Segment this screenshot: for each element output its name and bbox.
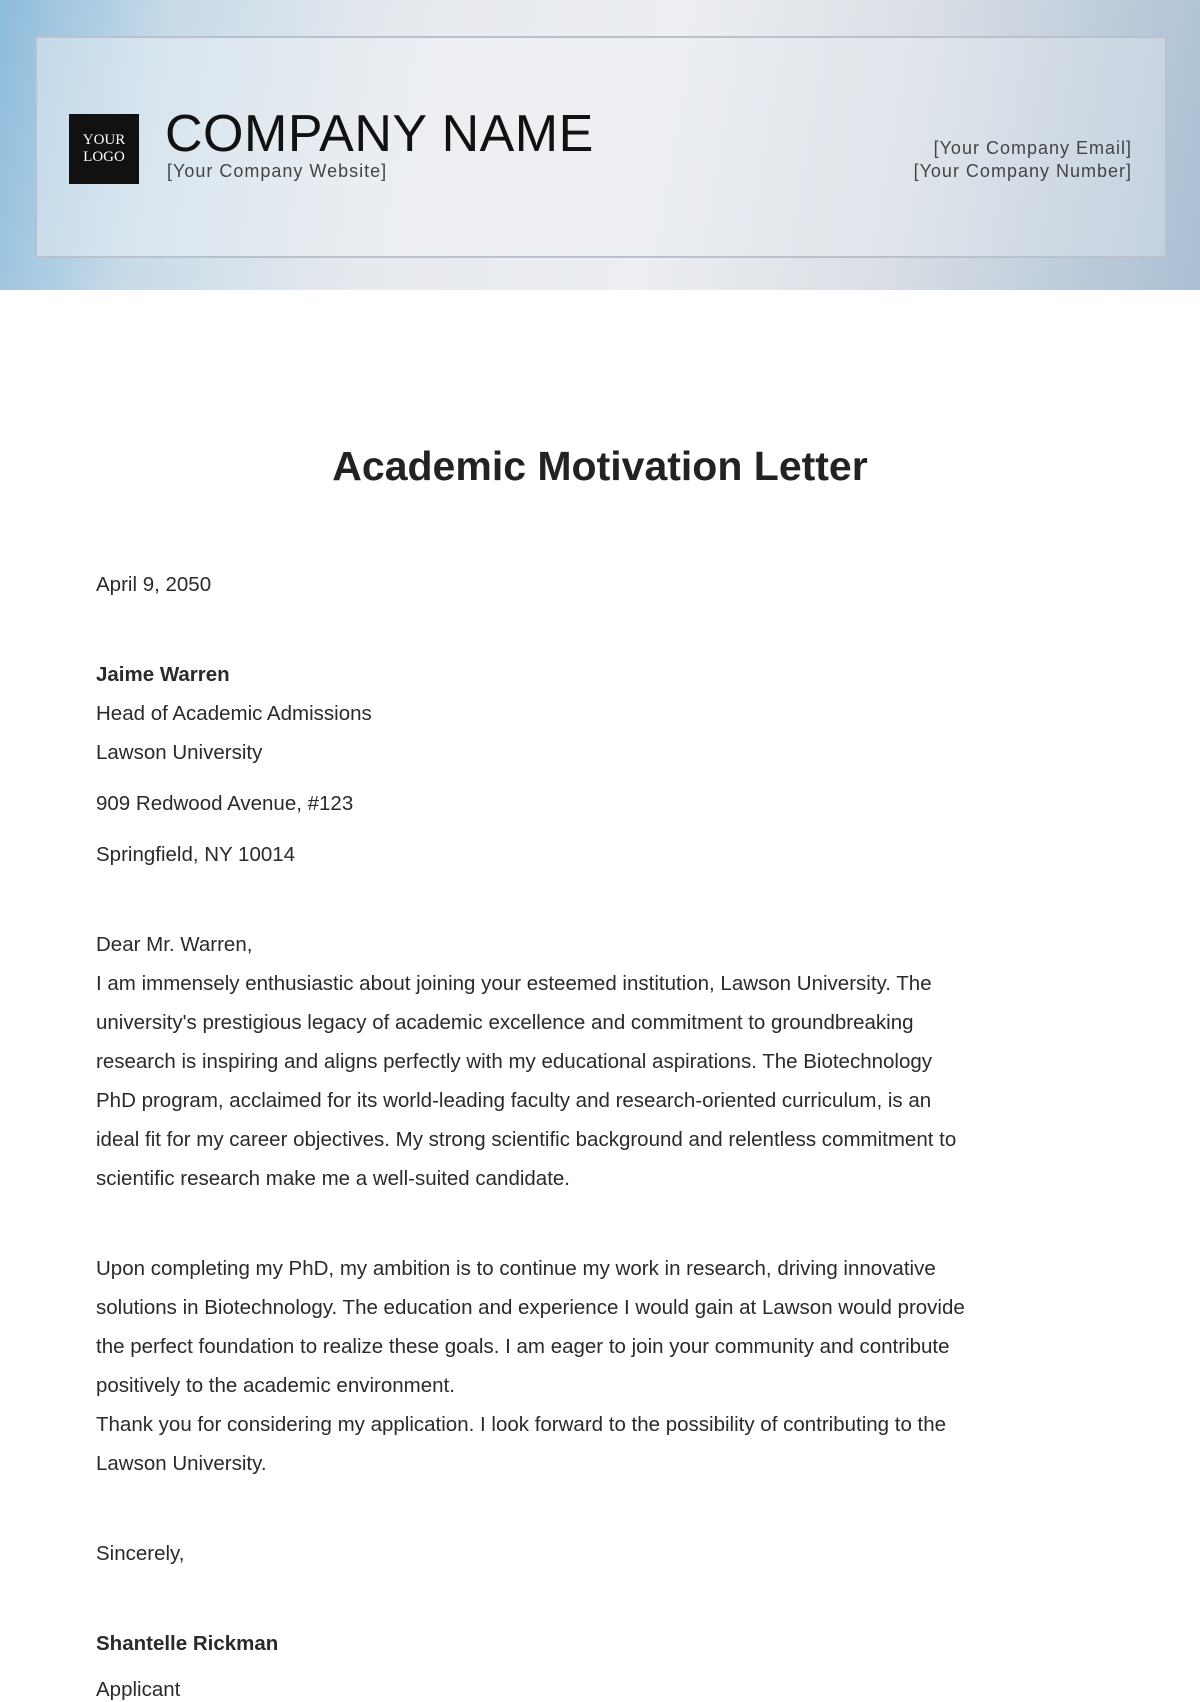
sender-name: Shantelle Rickman bbox=[96, 1632, 279, 1655]
paragraph-line: I am immensely enthusiastic about joining your esteemed institution, Lawson University. The bbox=[96, 972, 932, 995]
paragraph-line: solutions in Biotechnology. The education and experience I would gain at Lawson would provide bbox=[96, 1296, 965, 1319]
paragraph-1 bbox=[96, 964, 956, 1198]
paragraph-line: Lawson University. bbox=[96, 1452, 267, 1475]
paragraph-line: the perfect foundation to realize these goals. I am eager to join your community and contribute bbox=[96, 1335, 950, 1358]
paragraph-2 bbox=[96, 1249, 965, 1483]
closing: Sincerely, bbox=[96, 1542, 185, 1565]
paragraph-line: positively to the academic environment. bbox=[96, 1374, 455, 1397]
paragraph-line: PhD program, acclaimed for its world-leading faculty and research-oriented curriculum, is an bbox=[96, 1089, 932, 1112]
paragraph-line: Thank you for considering my application. I look forward to the possibility of contributing to the bbox=[96, 1413, 947, 1436]
letterhead-banner bbox=[0, 0, 1200, 290]
recipient-position: Head of Academic Admissions bbox=[96, 702, 372, 725]
recipient-city: Springfield, NY 10014 bbox=[96, 843, 296, 866]
logo-line-1: YOUR bbox=[82, 132, 126, 148]
recipient-institution: Lawson University bbox=[96, 741, 263, 764]
company-name: COMPANY NAME bbox=[165, 105, 594, 163]
paragraph-line: Upon completing my PhD, my ambition is to continue my work in research, driving innovative bbox=[96, 1257, 936, 1280]
salutation: Dear Mr. Warren, bbox=[96, 933, 253, 956]
company-website: [Your Company Website] bbox=[167, 161, 388, 181]
recipient-name: Jaime Warren bbox=[96, 663, 230, 686]
paragraph-line: scientific research make me a well-suited candidate. bbox=[96, 1167, 570, 1190]
paragraph-line: research is inspiring and aligns perfectly with my educational aspirations. The Biotechnology bbox=[96, 1050, 933, 1073]
letter-date: April 9, 2050 bbox=[96, 573, 212, 596]
logo-line-2: LOGO bbox=[83, 149, 125, 165]
paragraph-line: ideal fit for my career objectives. My strong scientific background and relentless commitment to bbox=[96, 1128, 957, 1151]
company-email: [Your Company Email] bbox=[933, 138, 1132, 158]
company-contact bbox=[914, 137, 1132, 183]
document-title: Academic Motivation Letter bbox=[332, 443, 868, 489]
sender-role: Applicant bbox=[96, 1678, 181, 1701]
company-number: [Your Company Number] bbox=[913, 161, 1132, 181]
company-logo bbox=[69, 114, 139, 184]
paragraph-line: university's prestigious legacy of academic excellence and commitment to groundbreaking bbox=[96, 1011, 914, 1034]
recipient-street: 909 Redwood Avenue, #123 bbox=[96, 792, 354, 815]
